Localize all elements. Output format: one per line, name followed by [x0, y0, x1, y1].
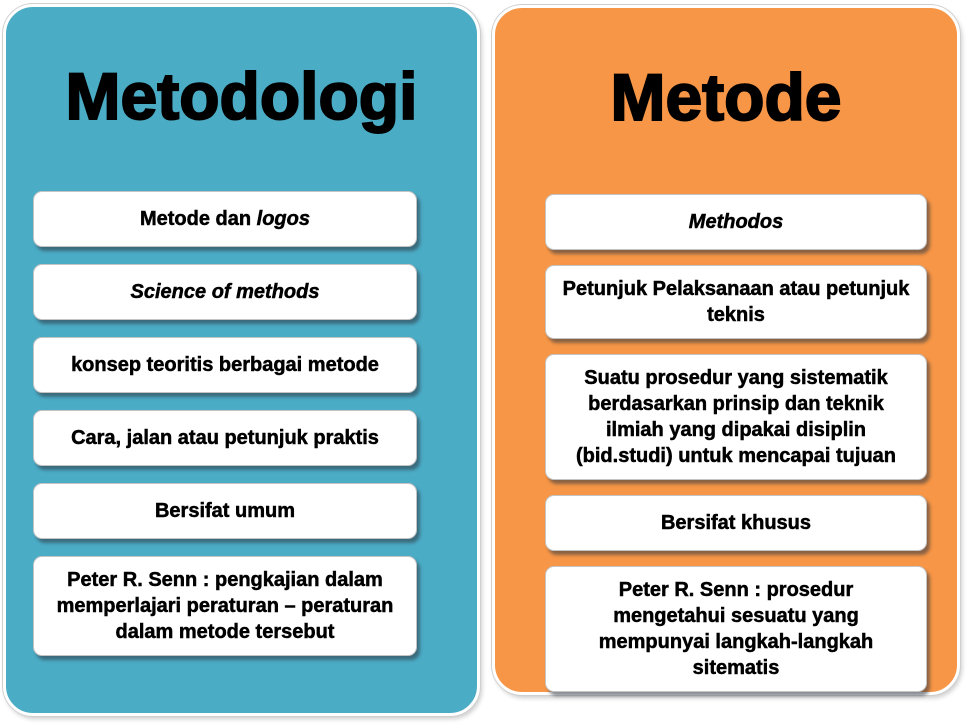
panel-metode-title: Metode	[610, 60, 842, 134]
panel-metodologi	[3, 4, 480, 716]
box-text: Suatu prosedur yang sistematik berdasarkan prinsip dan teknik ilmiah yang dipakai disiplin (bid.studi) untuk mencapai tujuan	[576, 367, 896, 467]
box-text: Petunjuk Pelaksanaan atau petunjuk teknis	[562, 278, 910, 326]
box-text: Methodos	[688, 211, 784, 233]
metodologi-box-science-of-methods	[33, 264, 417, 320]
metode-box-petunjuk-pelaksanaan	[545, 265, 927, 339]
box-text: Metode dan logos	[139, 208, 310, 230]
metodologi-box-bersifat-umum	[33, 483, 417, 539]
box-text: konsep teoritis berbagai metode	[71, 354, 379, 376]
box-text: Peter R. Senn : prosedur mengetahui sesuatu yang mempunyai langkah-langkah sitematis	[598, 579, 874, 679]
metodologi-box-konsep-teoritis	[33, 337, 417, 393]
box-text: Peter R. Senn : pengkajian dalam memperlajari peraturan – peraturan dalam metode tersebut	[56, 569, 394, 643]
metode-box-stack	[495, 186, 957, 692]
metode-box-peter-r-senn	[545, 566, 927, 692]
metodologi-box-metode-dan-logos	[33, 191, 417, 247]
box-text: Cara, jalan atau petunjuk praktis	[71, 427, 379, 449]
panel-metodologi-title: Metodologi	[65, 59, 418, 133]
metode-box-bersifat-khusus	[545, 495, 927, 551]
metode-box-methodos	[545, 194, 927, 250]
metodologi-box-cara-jalan	[33, 410, 417, 466]
box-text: Science of methods	[130, 281, 320, 303]
metodologi-box-stack	[6, 185, 477, 656]
box-text: Bersifat umum	[154, 500, 296, 522]
metode-box-suatu-prosedur	[545, 354, 927, 480]
box-text: Bersifat khusus	[660, 512, 812, 534]
panel-metode	[492, 5, 960, 695]
metodologi-box-peter-r-senn	[33, 556, 417, 656]
